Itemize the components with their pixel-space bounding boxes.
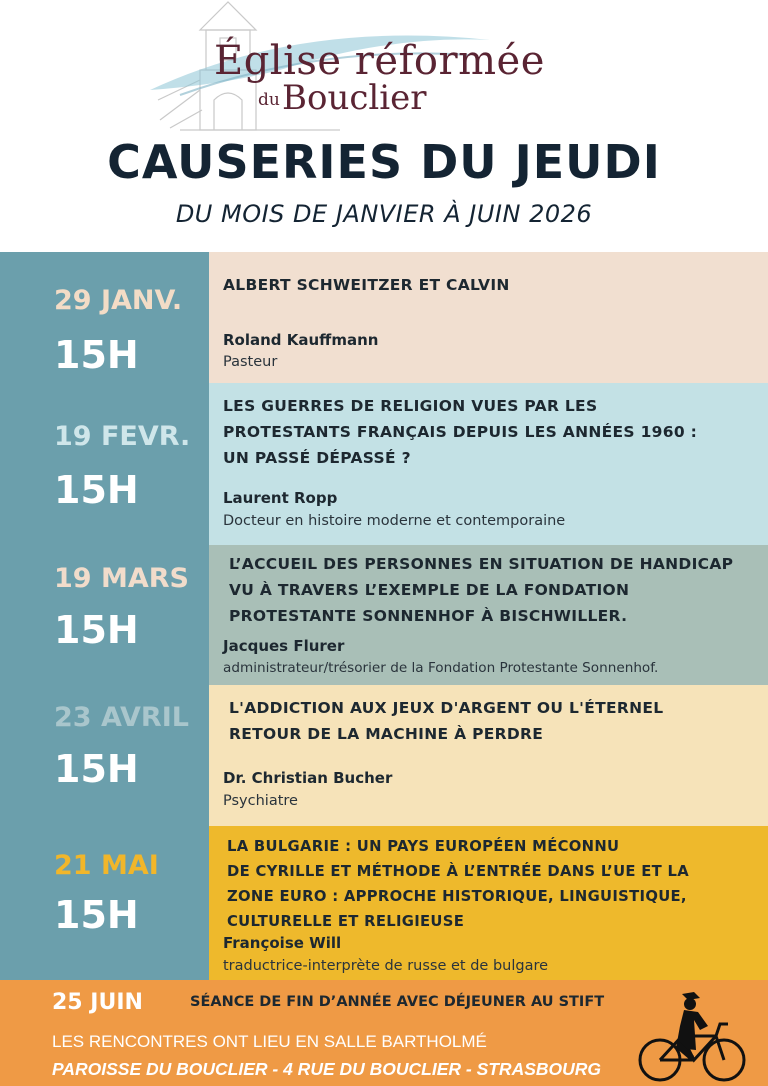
session-hour: 15H [54, 468, 139, 512]
session-date: 29 JANV. [54, 285, 183, 316]
session-hour: 15H [54, 608, 139, 652]
speaker-name: Laurent Ropp [223, 489, 338, 507]
final-session-event: SÉANCE DE FIN D’ANNÉE AVEC DÉJEUNER AU STIFT [190, 994, 605, 1010]
session-date: 19 MARS [54, 563, 189, 594]
final-session-date: 25 JUIN [52, 990, 143, 1015]
session-row [209, 252, 768, 383]
session-title [223, 393, 697, 471]
session-title [229, 551, 733, 629]
session-row [209, 383, 768, 545]
header [0, 0, 768, 252]
logo-bouclier: Bouclier [282, 78, 427, 118]
title-line: ALBERT SCHWEITZER ET CALVIN [223, 276, 510, 294]
speaker-role: Docteur en histoire moderne et contemporaine [223, 513, 566, 529]
title-line: L'ADDICTION AUX JEUX D'ARGENT OU L'ÉTERNEL [229, 699, 664, 717]
title-line: CULTURELLE ET RELIGIEUSE [227, 913, 465, 930]
title-line: VU À TRAVERS L’EXEMPLE DE LA FONDATION [229, 581, 630, 599]
title-line: UN PASSÉ DÉPASSÉ ? [223, 449, 411, 467]
page-subtitle: DU MOIS DE JANVIER À JUIN 2026 [175, 200, 593, 228]
speaker-name: Dr. Christian Bucher [223, 769, 393, 787]
title-line: RETOUR DE LA MACHINE À PERDRE [229, 725, 544, 743]
title-line: L’ACCUEIL DES PERSONNES EN SITUATION DE HANDICAP [229, 555, 734, 573]
session-hour: 15H [54, 747, 139, 791]
speaker-name: Françoise Will [223, 934, 342, 952]
speaker-name: Jacques Flurer [223, 637, 345, 655]
session-hour: 15H [54, 893, 139, 937]
venue-line: LES RENCONTRES ONT LIEU EN SALLE BARTHOLMÉ [52, 1032, 487, 1051]
title-line: PROTESTANTE SONNENHOF À BISCHWILLER. [229, 607, 628, 625]
session-row [209, 826, 768, 980]
session-row [209, 685, 768, 826]
cyclist-icon [636, 990, 748, 1084]
session-date: 21 MAI [54, 850, 159, 881]
session-title [229, 695, 663, 747]
address-line: PAROISSE DU BOUCLIER - 4 RUE DU BOUCLIER - STRASBOURG [52, 1059, 602, 1079]
speaker-name: Roland Kauffmann [223, 331, 379, 349]
session-title [227, 834, 689, 934]
speaker-role: traductrice-interprète de russe et de bulgare [223, 958, 549, 974]
speaker-role: Psychiatre [223, 793, 298, 809]
title-line: DE CYRILLE ET MÉTHODE À L’ENTRÉE DANS L’UE ET LA [227, 863, 689, 880]
speaker-role: administrateur/trésorier de la Fondation Protestante Sonnenhof. [223, 660, 659, 676]
title-line: PROTESTANTS FRANÇAIS DEPUIS LES ANNÉES 1960 : [223, 423, 698, 441]
session-row [209, 545, 768, 685]
logo-du: du [258, 90, 280, 110]
session-date: 19 FEVR. [54, 421, 191, 452]
session-hour: 15H [54, 333, 139, 377]
session-date: 23 AVRIL [54, 702, 189, 733]
speaker-role: Pasteur [223, 354, 278, 370]
title-line: LA BULGARIE : UN PAYS EUROPÉEN MÉCONNU [227, 838, 620, 855]
title-line: LES GUERRES DE RELIGION VUES PAR LES [223, 397, 598, 415]
logo-title: Église réformée [214, 38, 545, 84]
session-title [223, 272, 510, 298]
page-title: CAUSERIES DU JEUDI [107, 135, 661, 189]
title-line: ZONE EURO : APPROCHE HISTORIQUE, LINGUISTIQUE, [227, 888, 687, 905]
